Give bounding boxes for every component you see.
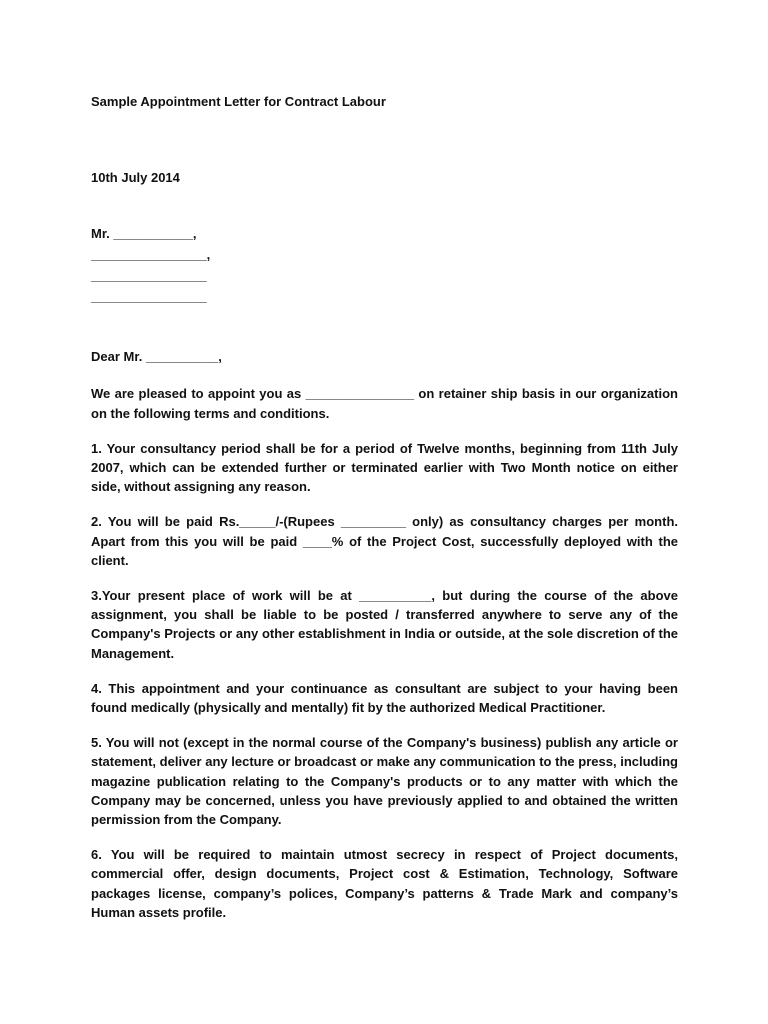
term-paragraph-6: 6. You will be required to maintain utmost secrecy in respect of Project documents, commercial offer, design documents, Project cost & Estimation, Technology, Software packages license, company’s polices, Company’s patterns & Trade Mark and company’s Human assets profile. xyxy=(91,847,678,920)
address-line: ________________ xyxy=(91,289,207,305)
term-paragraph-4: 4. This appointment and your continuance as consultant are subject to your having been found medically (physically and mentally) fit by the authorized Medical Practitioner. xyxy=(91,680,678,716)
recipient-address xyxy=(91,224,678,308)
term-paragraph-2: 2. You will be paid Rs._____/-(Rupees _________ only) as consultancy charges per month. Apart from this you will be paid ____% of the Project Cost, successfully deployed with the client. xyxy=(91,514,678,568)
salutation: Dear Mr. __________, xyxy=(91,349,222,365)
term-paragraph-3: 3.Your present place of work will be at __________, but during the course of the above assignment, you shall be liable to be posted / transferred anywhere to serve any of the Company's Projects or any other establishment in India or outside, at the sole discretion of the Management. xyxy=(91,588,678,661)
letter-date: 10th July 2014 xyxy=(91,170,180,185)
term-paragraph-5: 5. You will not (except in the normal course of the Company's business) publish any article or statement, deliver any lecture or broadcast or make any communication to the press, including magazine publication relating to the Company's products or to any matter with which the Company may be concerned, unless you have previously applied to and obtained the written permission from the Company. xyxy=(91,735,678,828)
letter-title: Sample Appointment Letter for Contract Labour xyxy=(91,94,386,109)
address-line: Mr. ___________, xyxy=(91,226,197,242)
intro-paragraph: We are pleased to appoint you as _______________ on retainer ship basis in our organization on the following terms and conditions. xyxy=(91,386,678,421)
term-paragraph-1: 1. Your consultancy period shall be for a period of Twelve months, beginning from 11th July 2007, which can be extended further or terminated earlier with Two Month notice on either side, without assigning any reason. xyxy=(91,440,678,495)
address-line: ________________, xyxy=(91,247,211,263)
address-line: ________________ xyxy=(91,268,207,284)
